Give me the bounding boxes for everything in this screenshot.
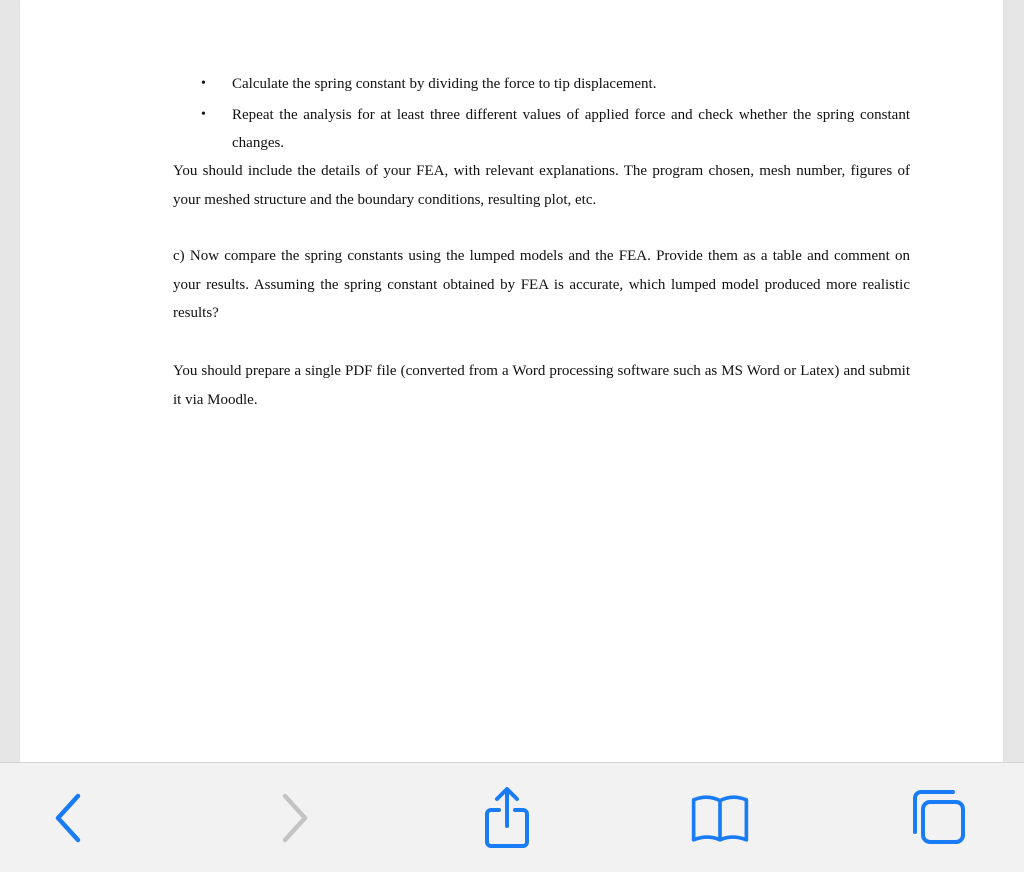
back-button[interactable]	[40, 783, 100, 853]
chevron-right-icon	[273, 790, 313, 846]
chevron-left-icon	[50, 790, 90, 846]
book-icon	[690, 790, 750, 846]
bullet-text: Repeat the analysis for at least three different values of applied force and check whether the spring constant changes.	[232, 106, 910, 151]
share-button[interactable]	[477, 783, 537, 853]
paragraph-submission: You should prepare a single PDF file (converted from a Word processing software such as MS Word or Latex) and submit it via Moodle.	[173, 363, 910, 408]
bullet-list	[173, 70, 910, 158]
bullet-item	[173, 101, 910, 158]
bookmarks-button[interactable]	[690, 783, 750, 853]
pdf-page	[20, 0, 1003, 762]
forward-button[interactable]	[263, 783, 323, 853]
paragraph-compare: c) Now compare the spring constants using the lumped models and the FEA. Provide them as a table and comment on your results. Assuming the spring constant obtained by FEA is accurate, which lumped model produced more realistic results?	[173, 248, 910, 321]
bottom-toolbar	[0, 762, 1024, 872]
bullet-dot: •	[201, 76, 206, 91]
tabs-button[interactable]	[909, 783, 969, 853]
bullet-dot: •	[201, 106, 206, 122]
paragraph-fea-details: You should include the details of your FEA, with relevant explanations. The program chosen, mesh number, figures of your meshed structure and the boundary conditions, resulting plot, etc.	[173, 163, 910, 208]
tabs-icon	[909, 788, 969, 848]
bullet-text: Calculate the spring constant by dividing the force to tip displacement.	[232, 76, 657, 92]
share-icon	[479, 786, 535, 850]
bullet-item	[173, 70, 910, 99]
